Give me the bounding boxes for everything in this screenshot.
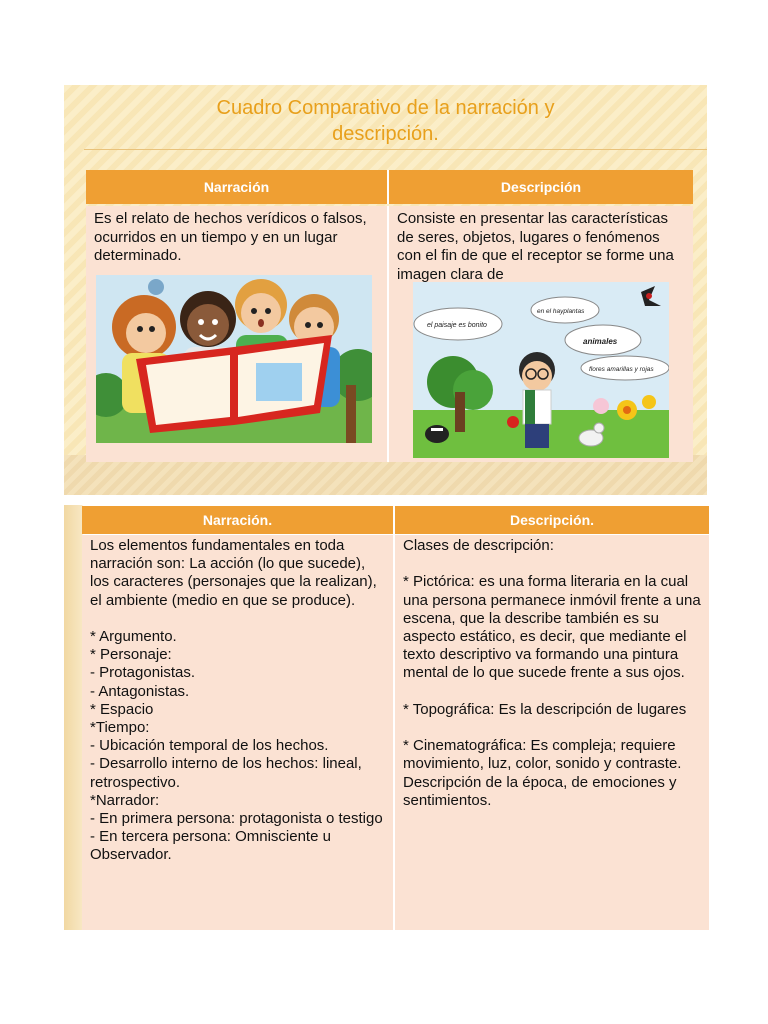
bubble-flores: flores amarillas y rojas: [589, 366, 654, 373]
children-reading-book-illustration: [96, 275, 372, 443]
title-divider: [84, 149, 707, 150]
cell-narracion: [86, 206, 389, 462]
header-narracion: Narración: [86, 170, 389, 204]
narracion-definition: Es el relato de hechos verídicos o falsos, ocurridos en un tiempo y en un lugar determinado.: [94, 210, 367, 264]
boy-describing-scene-illustration: [413, 282, 669, 458]
cell-descripcion: [389, 206, 693, 462]
slide-title: Cuadro Comparativo de la narración y descripción.: [216, 97, 555, 145]
cell-descripcion-types: Clases de descripción: * Pictórica: es una forma literaria en la cual una persona permanece inmóvil frente a una escena, que la describe también es su aspecto estático, es decir, que mediante el texto descriptivo va formando una pintura mental de lo que sucede frente a sus ojos. * Topográfica: Es la descripción de lugares * Cinematográfica: Es compleja; requiere movimiento, luz, color, sonido y contraste. Descripción de la época, de emociones y sentimientos.: [395, 535, 709, 930]
bubble-paisaje: el paisaje es bonito: [427, 322, 487, 329]
bubble-animales: animales: [583, 337, 618, 346]
bubble-plantas: en el hayplantas: [537, 308, 585, 315]
table2-header-row: [82, 506, 709, 534]
header-descripcion-2: Descripción.: [395, 506, 709, 534]
cell-narracion-elements: Los elementos fundamentales en toda narración son: La acción (lo que sucede), los caracteres (personajes que la realizan), el ambiente (medio en que se produce). * Argumento. * Personaje: - Protagonistas. - Antagonistas. * Espacio *Tiempo: - Ubicación temporal de los hechos. - Desarrollo interno de los hechos: lineal, retrospectivo. *Narrador: - En primera persona: protagonista o testigo - En tercera persona: Omnisciente u Observador.: [82, 535, 395, 930]
descripcion-definition: Consiste en presentar las características de seres, objetos, lugares o fenómenos con el fin de que el receptor se forme una imagen clara de: [397, 210, 674, 283]
table2-body-row: [82, 535, 709, 930]
table1-body-row: [86, 206, 693, 462]
header-narracion-2: Narración.: [82, 506, 395, 534]
header-descripcion: Descripción: [389, 170, 693, 204]
table1-header-row: [86, 170, 693, 204]
